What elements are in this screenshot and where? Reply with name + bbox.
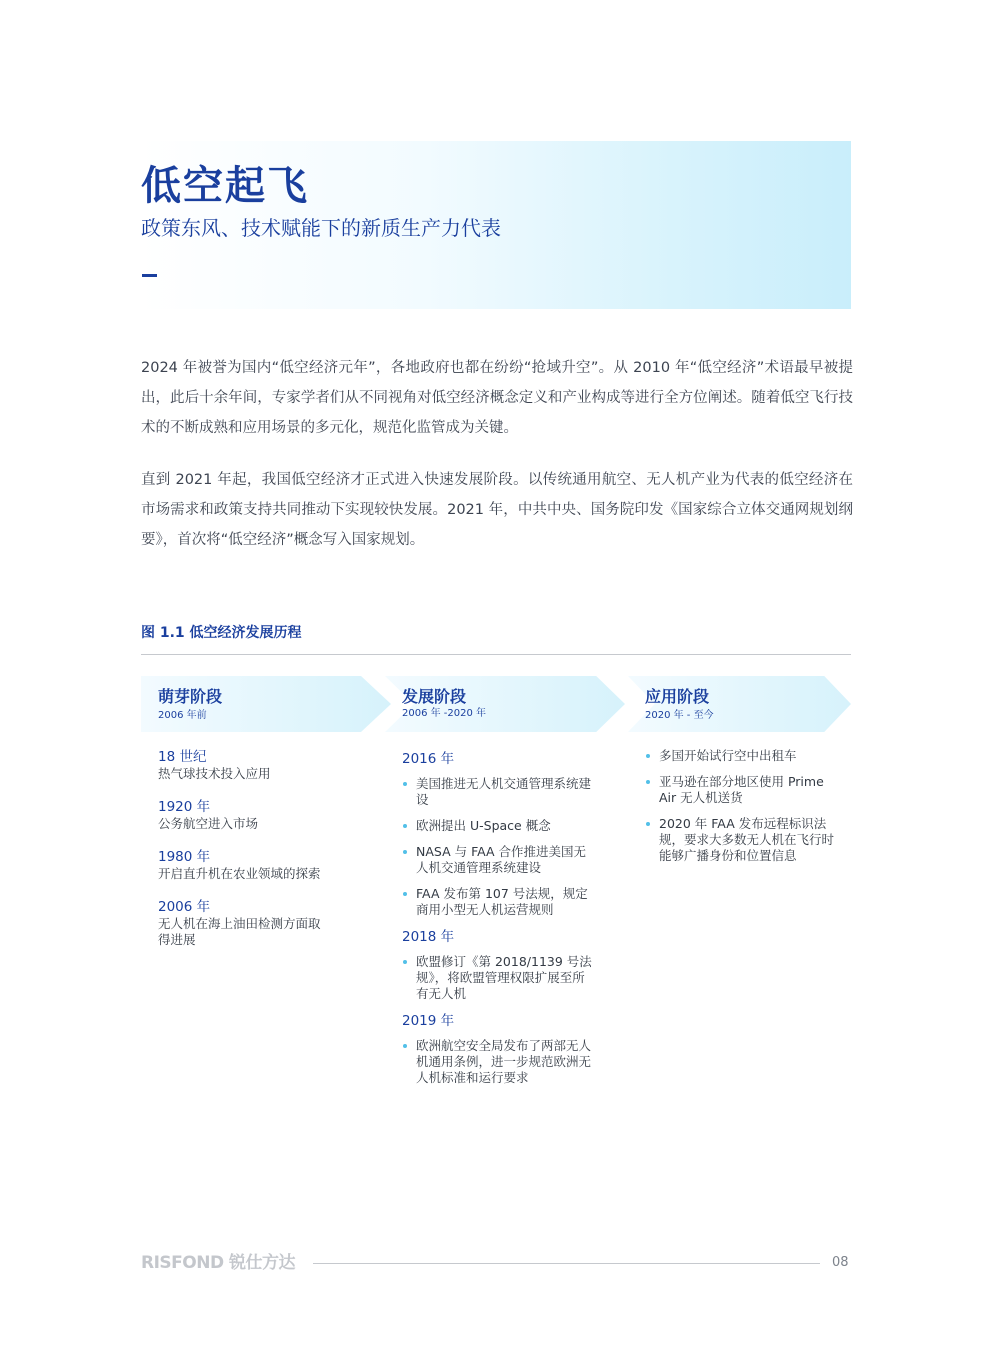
entry-year: 2006 年 bbox=[158, 899, 211, 915]
bullet-dot-icon bbox=[403, 782, 407, 786]
list-item-text: 亚马逊在部分地区使用 Prime Air 无人机送货 bbox=[659, 774, 824, 805]
stage-3-range: 2020 年 - 至今 bbox=[645, 710, 714, 721]
stage-1-entries bbox=[158, 748, 358, 964]
list-item bbox=[402, 776, 592, 808]
list-item-text: 2020 年 FAA 发布远程标识法规，要求大多数无人机在飞行时能够广播身份和位置信息 bbox=[659, 816, 835, 863]
bullet-dot-icon bbox=[403, 824, 407, 828]
figure-divider bbox=[141, 654, 851, 655]
entry-text: 无人机在海上油田检测方面取得进展 bbox=[158, 916, 321, 947]
stage-3-title: 应用阶段 bbox=[645, 687, 710, 706]
group-year: 2018 年 bbox=[402, 929, 455, 945]
footer-divider bbox=[313, 1263, 820, 1264]
year-group bbox=[402, 928, 602, 1002]
list-item bbox=[645, 816, 835, 864]
page-subtitle: 政策东风、技术赋能下的新质生产力代表 bbox=[141, 216, 501, 240]
figure-caption: 图 1.1 低空经济发展历程 bbox=[141, 625, 302, 641]
entry-year: 18 世纪 bbox=[158, 749, 207, 765]
body-paragraph-1: 2024 年被誉为国内“低空经济元年”，各地政府也都在纷纷“抢域升空”。从 2010 年“低空经济”术语最早被提出，此后十余年间，专家学者们从不同视角对低空经济概念定义和产业构成等进行全方位阐述。随着低空飞行技术的不断成熟和应用场景的多元化，规范化监管成为关键。 bbox=[141, 360, 853, 436]
list-item bbox=[402, 844, 592, 876]
entry-text: 开启直升机在农业领域的探索 bbox=[158, 866, 321, 881]
brand-logo: RISFOND 锐仕方达 bbox=[141, 1253, 295, 1273]
bullet-dot-icon bbox=[403, 960, 407, 964]
stage-2-title: 发展阶段 bbox=[402, 687, 467, 706]
body-paragraph-2: 直到 2021 年起，我国低空经济才正式进入快速发展阶段。以传统通用航空、无人机产业为代表的低空经济在市场需求和政策支持共同推动下实现较快发展。2021 年，中共中央、国务院印发《国家综合立体交通网规划纲要》，首次将“低空经济”概念写入国家规划。 bbox=[141, 472, 853, 548]
list-item-text: 美国推进无人机交通管理系统建设 bbox=[416, 776, 592, 807]
timeline-entry bbox=[158, 848, 358, 882]
group-year: 2016 年 bbox=[402, 751, 455, 767]
list-item-text: 多国开始试行空中出租车 bbox=[659, 748, 797, 763]
stage-3-entries bbox=[645, 748, 840, 874]
title-accent-dash bbox=[142, 274, 157, 277]
year-group bbox=[402, 750, 602, 918]
list-item-text: FAA 发布第 107 号法规，规定商用小型无人机运营规则 bbox=[416, 886, 588, 917]
list-item bbox=[402, 818, 592, 834]
page-number: 08 bbox=[832, 1255, 849, 1270]
stage-1-range: 2006 年前 bbox=[158, 710, 207, 721]
entry-year: 1980 年 bbox=[158, 849, 211, 865]
group-year: 2019 年 bbox=[402, 1013, 455, 1029]
page-title: 低空起飞 bbox=[141, 163, 309, 209]
list-item-text: 欧盟修订《第 2018/1139 号法规》，将欧盟管理权限扩展至所有无人机 bbox=[416, 954, 592, 1001]
bullet-dot-icon bbox=[403, 892, 407, 896]
year-group bbox=[402, 1012, 602, 1086]
list-item-text: NASA 与 FAA 合作推进美国无人机交通管理系统建设 bbox=[416, 844, 587, 875]
stage-2-entries bbox=[402, 748, 602, 1096]
list-item bbox=[645, 774, 835, 806]
entry-year: 1920 年 bbox=[158, 799, 211, 815]
list-item-text: 欧洲航空安全局发布了两部无人机通用条例，进一步规范欧洲无人机标准和运行要求 bbox=[416, 1038, 592, 1085]
timeline-entry bbox=[158, 748, 358, 782]
stage-2-range: 2006 年 -2020 年 bbox=[402, 708, 487, 719]
bullet-dot-icon bbox=[646, 822, 650, 826]
entry-text: 公务航空进入市场 bbox=[158, 816, 259, 831]
list-item bbox=[645, 748, 835, 764]
stage-1-title: 萌芽阶段 bbox=[158, 687, 223, 706]
bullet-dot-icon bbox=[403, 850, 407, 854]
list-item bbox=[402, 954, 592, 1002]
list-item-text: 欧洲提出 U-Space 概念 bbox=[416, 818, 551, 833]
entry-text: 热气球技术投入应用 bbox=[158, 766, 271, 781]
bullet-dot-icon bbox=[646, 754, 650, 758]
bullet-dot-icon bbox=[403, 1044, 407, 1048]
bullet-dot-icon bbox=[646, 780, 650, 784]
list-item bbox=[402, 886, 592, 918]
list-item bbox=[402, 1038, 592, 1086]
timeline-entry bbox=[158, 798, 358, 832]
timeline-entry bbox=[158, 898, 358, 948]
